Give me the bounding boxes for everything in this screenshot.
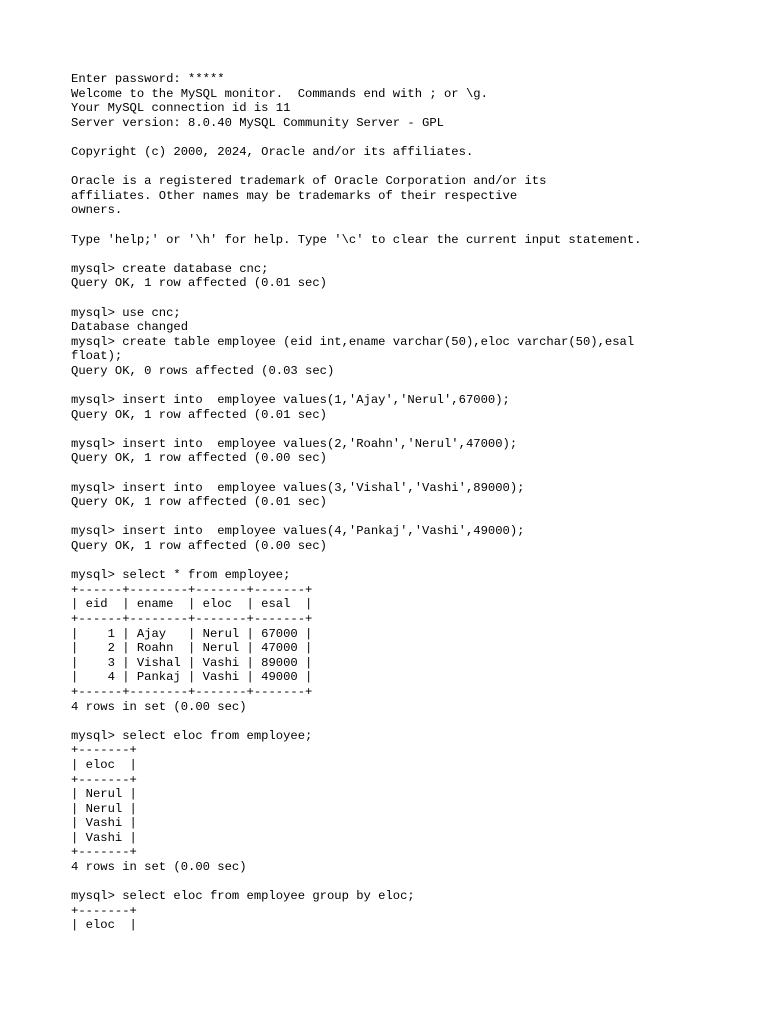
console-line <box>71 291 751 306</box>
console-line: Type 'help;' or '\h' for help. Type '\c' to clear the current input statement. <box>71 232 642 247</box>
console-line <box>71 714 751 729</box>
console-line <box>71 510 751 525</box>
console-line: Server version: 8.0.40 MySQL Community Server - GPL <box>71 115 444 130</box>
console-line <box>71 422 751 437</box>
console-line: mysql> select eloc from employee group by eloc; <box>71 889 415 904</box>
console-line: | 2 | Roahn | Nerul | 47000 | <box>71 641 313 656</box>
console-line: | 3 | Vishal | Vashi | 89000 | <box>71 655 313 670</box>
console-line: Oracle is a registered trademark of Oracle Corporation and/or its <box>71 174 547 189</box>
console-line: mysql> select eloc from employee; <box>71 728 313 743</box>
console-line: +-------+ <box>71 845 137 860</box>
console-line: owners. <box>71 203 123 218</box>
console-line <box>71 875 751 890</box>
console-line: Query OK, 1 row affected (0.00 sec) <box>71 539 327 553</box>
console-line <box>71 247 751 262</box>
console-line: +-------+ <box>71 903 137 918</box>
console-line: | Vashi | <box>71 830 137 845</box>
console-line: affiliates. Other names may be trademarks of their respective <box>71 188 518 203</box>
console-line: Query OK, 1 row affected (0.00 sec) <box>71 451 327 466</box>
console-line: 4 rows in set (0.00 sec) <box>71 860 247 875</box>
console-line <box>71 130 751 145</box>
document-page <box>71 72 751 933</box>
console-line: Welcome to the MySQL monitor. Commands end with ; or \g. <box>71 86 488 101</box>
console-line: +------+--------+-------+-------+ <box>71 582 313 597</box>
console-line <box>71 466 751 481</box>
console-line: | Nerul | <box>71 787 137 802</box>
console-line: Query OK, 1 row affected (0.01 sec) <box>71 276 327 291</box>
console-line: | eid | ename | eloc | esal | <box>71 597 313 612</box>
console-line: +-------+ <box>71 743 137 758</box>
console-line: mysql> create table employee (eid int,ename varchar(50),eloc varchar(50),esal <box>71 334 635 349</box>
console-line: | 4 | Pankaj | Vashi | 49000 | <box>71 670 313 685</box>
console-line: Query OK, 1 row affected (0.01 sec) <box>71 407 327 422</box>
console-line: | eloc | <box>71 918 137 933</box>
console-line: float); <box>71 349 123 364</box>
mysql-console-output <box>71 72 751 933</box>
console-line: Enter password: ***** <box>71 72 225 86</box>
console-line: +------+--------+-------+-------+ <box>71 684 313 699</box>
console-line: | Nerul | <box>71 801 137 816</box>
console-line: | eloc | <box>71 757 137 772</box>
console-line: Query OK, 0 rows affected (0.03 sec) <box>71 363 335 378</box>
console-line <box>71 554 751 569</box>
console-line <box>71 378 751 393</box>
console-line: mysql> insert into employee values(1,'Ajay','Nerul',67000); <box>71 393 510 408</box>
console-line: +-------+ <box>71 772 137 787</box>
console-line: mysql> create database cnc; <box>71 261 269 276</box>
console-line: | 1 | Ajay | Nerul | 67000 | <box>71 626 313 641</box>
console-line: Copyright (c) 2000, 2024, Oracle and/or its affiliates. <box>71 144 474 159</box>
console-line <box>71 218 751 233</box>
console-line: | Vashi | <box>71 816 137 831</box>
console-line: mysql> use cnc; <box>71 305 181 320</box>
console-line: 4 rows in set (0.00 sec) <box>71 699 247 714</box>
console-line: mysql> select * from employee; <box>71 568 291 583</box>
console-line: mysql> insert into employee values(2,'Roahn','Nerul',47000); <box>71 436 518 451</box>
console-line <box>71 160 751 175</box>
console-line: Query OK, 1 row affected (0.01 sec) <box>71 495 327 510</box>
console-line: Database changed <box>71 320 189 335</box>
console-line: +------+--------+-------+-------+ <box>71 611 313 626</box>
console-line: Your MySQL connection id is 11 <box>71 101 291 116</box>
console-line: mysql> insert into employee values(3,'Vishal','Vashi',89000); <box>71 480 525 495</box>
console-line: mysql> insert into employee values(4,'Pankaj','Vashi',49000); <box>71 524 525 539</box>
